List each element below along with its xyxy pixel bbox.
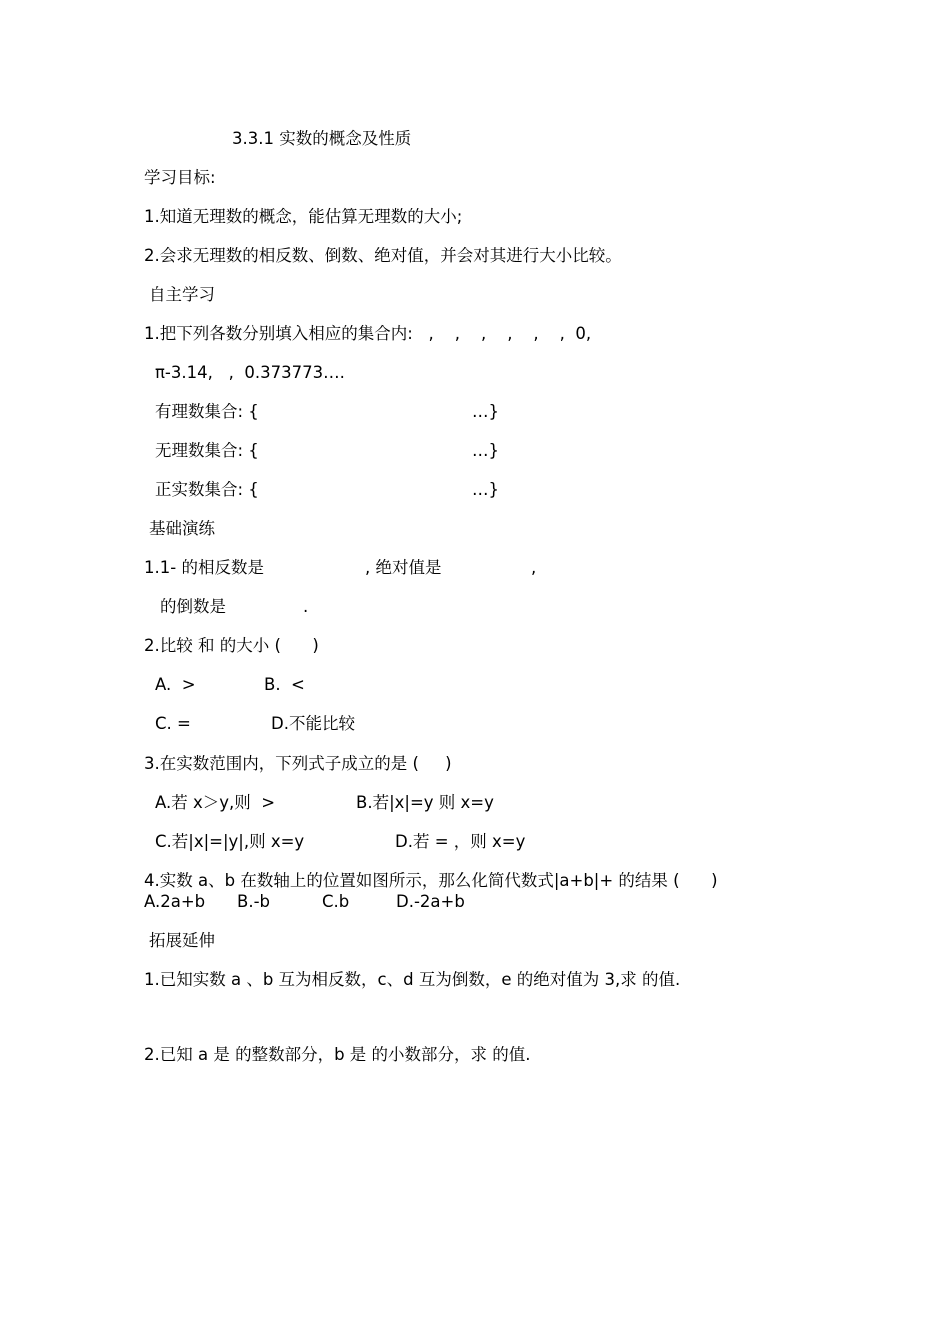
basic-q1-part2: , 绝对值是 xyxy=(365,558,442,577)
irrational-set-label: 无理数集合: { xyxy=(155,441,259,460)
basic-practice-heading: 基础演练 xyxy=(149,519,215,538)
objectives-heading: 学习目标: xyxy=(144,168,216,187)
extension-q1: 1.已知实数 a 、b 互为相反数，c、d 互为倒数，e 的绝对值为 3,求 的值. xyxy=(144,970,681,989)
basic-q2-option-b: B. < xyxy=(264,675,305,694)
positive-real-set-end: …} xyxy=(472,480,499,499)
self-study-q1-line1: 1.把下列各数分别填入相应的集合内: , , , , , , 0, xyxy=(144,324,592,343)
basic-q3-option-d: D.若 = ，则 x=y xyxy=(395,832,526,851)
basic-q2-option-c: C. = xyxy=(155,714,191,733)
basic-q4-option-b: B.-b xyxy=(237,892,270,911)
basic-q2-option-a: A. > xyxy=(155,675,196,694)
basic-q4-option-a: A.2a+b xyxy=(144,892,206,911)
basic-q1-line2-part1: 的倒数是 xyxy=(160,597,226,616)
basic-q4-stem: 4.实数 a、b 在数轴上的位置如图所示，那么化简代数式|a+b|+ 的结果 ( ) xyxy=(144,871,718,890)
objective-2: 2.会求无理数的相反数、倒数、绝对值，并会对其进行大小比较。 xyxy=(144,246,622,265)
extension-heading: 拓展延伸 xyxy=(149,931,215,950)
irrational-set-end: …} xyxy=(472,441,499,460)
basic-q1-line2-part2: . xyxy=(303,597,309,616)
positive-real-set-label: 正实数集合: { xyxy=(155,480,259,499)
rational-set-end: …} xyxy=(472,402,499,421)
basic-q4-option-d: D.-2a+b xyxy=(396,892,465,911)
basic-q1-part1: 1.1- 的相反数是 xyxy=(144,558,264,577)
document-title: 3.3.1 实数的概念及性质 xyxy=(232,129,412,148)
basic-q3-option-b: B.若|x|=y 则 x=y xyxy=(356,793,494,812)
rational-set-label: 有理数集合: { xyxy=(155,402,259,421)
basic-q3-stem: 3.在实数范围内，下列式子成立的是 ( ) xyxy=(144,754,452,773)
extension-q2: 2.已知 a 是 的整数部分，b 是 的小数部分，求 的值. xyxy=(144,1045,531,1064)
basic-q2-option-d: D.不能比较 xyxy=(271,714,355,733)
self-study-heading: 自主学习 xyxy=(149,285,215,304)
basic-q4-option-c: C.b xyxy=(322,892,350,911)
basic-q2-stem: 2.比较 和 的大小 ( ) xyxy=(144,636,319,655)
basic-q1-part3: , xyxy=(531,558,537,577)
basic-q3-option-a: A.若 x＞y,则 > xyxy=(155,793,276,812)
objective-1: 1.知道无理数的概念，能估算无理数的大小; xyxy=(144,207,463,226)
self-study-q1-line2: π-3.14, , 0.373773…. xyxy=(155,363,345,382)
basic-q3-option-c: C.若|x|=|y|,则 x=y xyxy=(155,832,305,851)
